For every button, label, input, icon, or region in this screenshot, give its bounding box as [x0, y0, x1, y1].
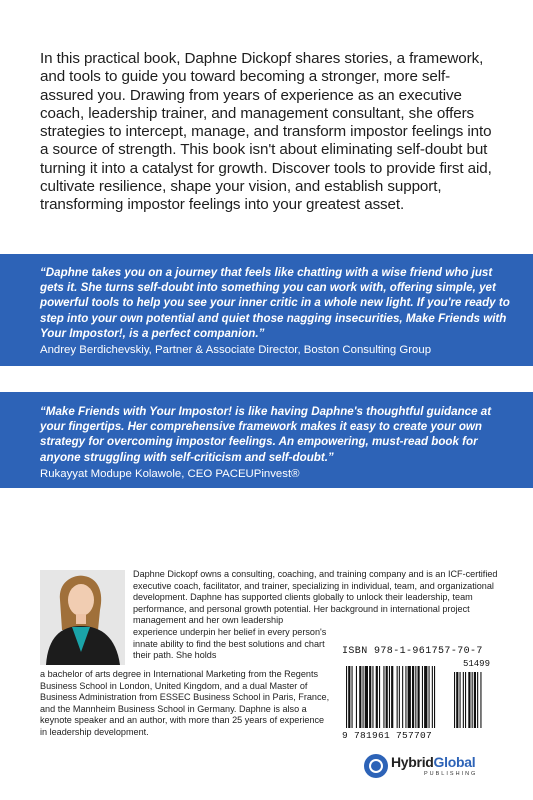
globe-icon — [364, 754, 388, 778]
price-code: 51499 — [462, 659, 490, 669]
author-bio-continued: experience underpin her belief in every person's innate ability to find the best solutions and chart their path. She holds — [133, 627, 327, 660]
author-photo — [40, 570, 125, 665]
author-bio-paragraph: Daphne Dickopf owns a consulting, coaching, and training company and is an ICF-certified executive coach, facilitator, and trainer, specializing in individual, team, and organizational development. Daphne has supported clients globally to unlock their leadership, team performance, and personal growth potential. Her background in international project management and her own leadership — [133, 569, 498, 625]
barcode-digits: 9 781961 757707 — [342, 730, 433, 741]
testimonial-quote: “Make Friends with Your Impostor! is like having Daphne's thoughtful guidance at your fingertips. Her comprehensive framework makes it easy to create your own strategy for overcoming impostor feelings. An empowering, must-read book for anyone struggling with self-criticism and self-doubt.” — [40, 405, 492, 464]
testimonial-attribution: Rukayyat Modupe Kolawole, CEO PACEUPinvest® — [40, 467, 300, 480]
author-bio-continued: a bachelor of arts degree in International Marketing from the Regents Business School in London, United Kingdom, and a dual Master of Business Administration from ESSEC Business School in Paris, France, and the Mannheim Business School in Germany. Daphne is also a keynote speaker and an author, with more than 25 years of experience in leadership development. — [40, 669, 330, 737]
publisher-logo — [364, 752, 489, 780]
publisher-name-part1: Hybrid — [391, 754, 434, 770]
isbn-number: ISBN 978-1-961757-70-7 — [342, 646, 483, 657]
testimonial-attribution: Andrey Berdichevskiy, Partner & Associate Director, Boston Consulting Group — [40, 344, 432, 357]
author-portrait-image — [40, 570, 125, 665]
testimonial-band-2 — [0, 392, 533, 488]
publisher-name — [391, 754, 475, 770]
publisher-tagline: PUBLISHING — [424, 771, 478, 777]
publisher-name-part2: Global — [433, 754, 476, 770]
barcode-bars — [342, 658, 492, 730]
testimonial-quote: “Daphne takes you on a journey that feels like chatting with a wise friend who just gets it. She turns self-doubt into something you can work with, offering simple, yet powerful tools to help you see your inner critic in a whole new light. If you're ready to step into your own potential and quiet those nagging insecurities, Make Friends with Your Impostor!, is a perfect companion.” — [40, 266, 510, 340]
book-description: In this practical book, Daphne Dickopf shares stories, a framework, and tools to guide you toward becoming a stronger, more self-assured you. Drawing from years of experience as an executive coach, leadership trainer, and management consultant, she offers strategies to intercept, manage, and transform impostor feelings into a source of strength. This book isn't about eliminating self-doubt but turning it into a catalyst for growth. Discover tools to provide first aid, cultivate resilience, shape your vision, and establish support, transforming impostor feelings into your greatest asset. — [40, 50, 492, 214]
isbn-barcode — [342, 646, 492, 746]
testimonial-band-1 — [0, 254, 533, 366]
